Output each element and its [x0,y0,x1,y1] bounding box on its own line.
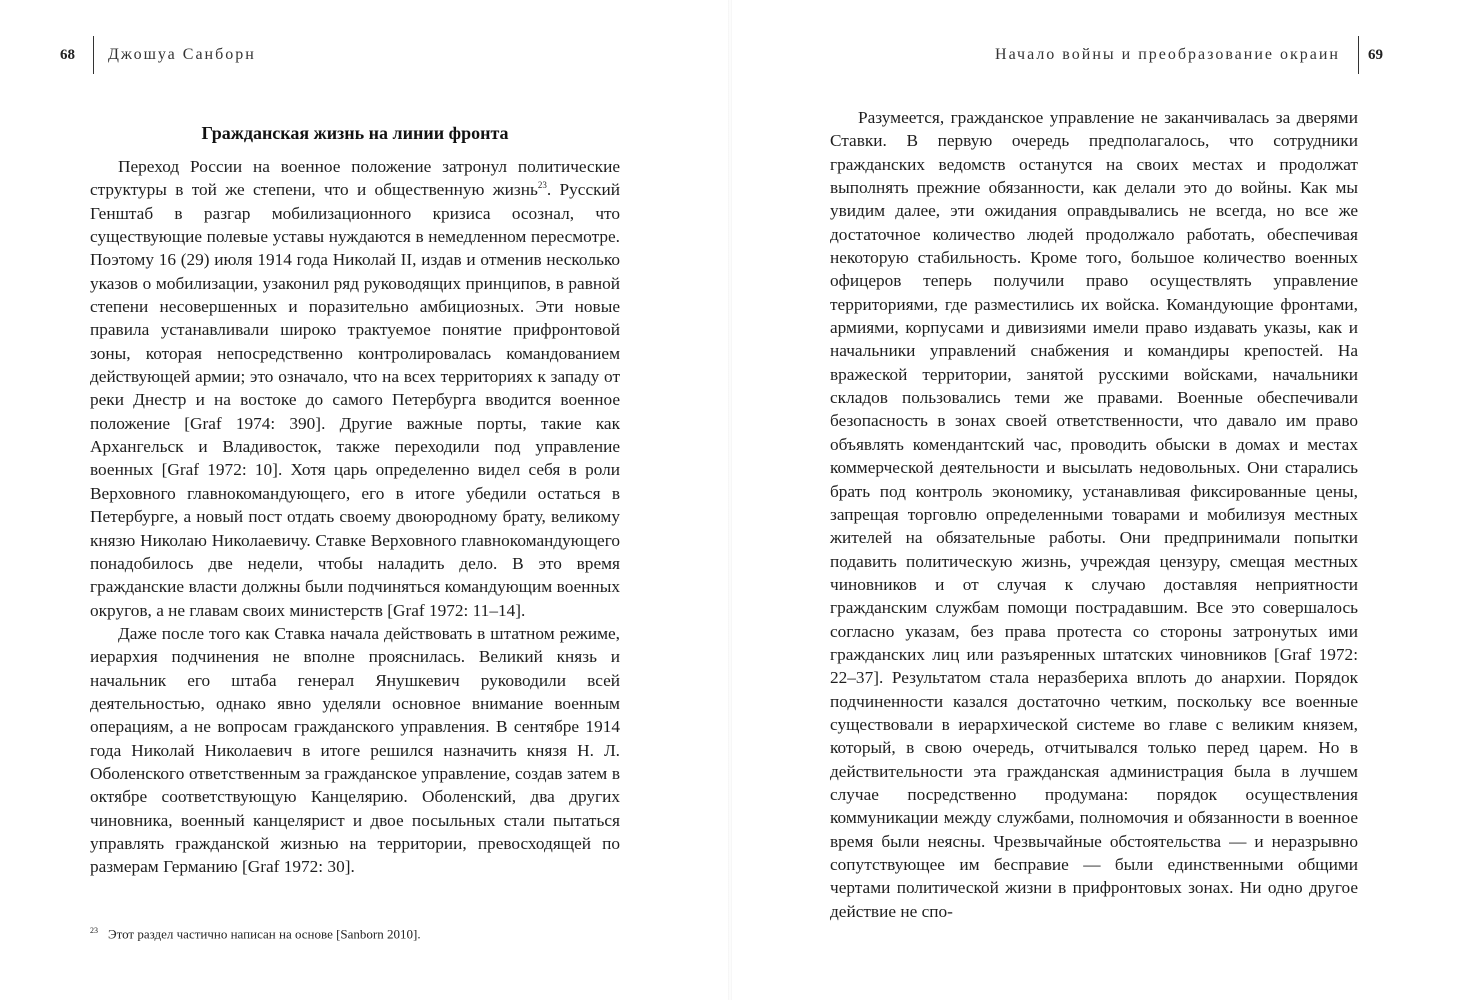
paragraph: Разумеется, гражданское управление не заканчивалась за дверями Ставки. В первую очередь предполагалось, что сотрудники гражданских ведомств останутся на своих местах и продолжат выполнять прежние обязанности, как делали это до войны. Как мы увидим далее, эти ожидания оправдывались не всегда, но все же достаточное количество людей продолжало работать, обеспечивая некоторую стабильность. Кроме того, большое количество военных офицеров теперь получили право осуществлять управление территориями, где разместились их войска. Командующие фронтами, армиями, корпусами и дивизиями имели право издавать указы, как и начальники управлений снабжения и командиры крепостей. На вражеской территории, занятой русскими войсками, начальники складов пользовались теми же правами. Военные обеспечивали безопасность в зонах своей ответственности, что давало им право объявлять комендантский час, проводить обыски в домах и местах коммерческой деятельности и высылать недовольных. Они старались брать под контроль экономику, устанавливая фиксированные цены, запрещая торговлю определенными товарами и мобилизуя местных жителей на обязательные работы. Они предпринимали попытки подавить политическую жизнь, учреждая цензуру, смещая местных чиновников и от случая к случаю доставляя неприятности гражданским службам помощи пострадавшим. Все это совершалось согласно указам, без права протеста со стороны затронутых ими гражданских лиц или разъяренных штатских чиновников [Graf 1972: 22–37]. Результатом стала неразбериха вплоть до анархии. Порядок подчиненности казался достаточно четким, поскольку все военные существовали в иерархической системе во главе с великим князем, который, в свою очередь, отчитывался только перед царем. Но в действительности эта гражданская администрация была в лучшем случае посредственно продумана: порядок осуществления коммуникации между службами, полномочия и обязанности в военное время были неясны. Чрезвычайные обстоятельства — и неразрывно сопутствующее им бесправие — были единственными общими чертами политической жизни в прифронтовых зонах. Ни одно другое действие не спо- [830,108,1358,921]
paragraph-text: . Русский Генштаб в разгар мобилизационного кризиса осознал, что существующие полевые уставы нуждаются в немедленном пересмотре. Поэтому 16 (29) июля 1914 года Николай II, издав и отменив несколько указов о мобилизации, узаконил ряд руководящих принципов, в равной степени несовершенных и поразительно амбициозных. Эти новые правила устанавливали широко трактуемое понятие прифронтовой зоны, которая непосредственно контролировалась командованием действующей армии; это означало, что на всех территориях к западу от реки Днестр и на востоке до самого Петербурга вводится военное положение [Graf 1974: 390]. Другие важные порты, такие как Архангельск и Владивосток, также переходили под управление военных [Graf 1972: 10]. Хотя царь определенно видел себя в роли Верховного главнокомандующего, его в итоге убедили остаться в Петербурге, а новый пост отдать своему двоюродному брату, великому князю Николаю Николаевичу. Ставке Верховного главнокомандующего понадобилось две недели, чтобы наладить дело. В это время гражданские власти должны были подчиняться командующим военных округов, а не главам своих министерств [Graf 1972: 11–14]. [90,180,621,620]
paragraph-text: Переход России на военное положение затронул политические структуры в той же степени, что и общественную жизнь [90,157,620,200]
footnote-text: Этот раздел частично написан на основе [Sanborn 2010]. [108,926,421,942]
section-heading: Гражданская жизнь на линии фронта [201,122,509,143]
page-number-left: 68 [60,47,75,63]
running-head-right: Начало войны и преобразование окраин [995,46,1340,63]
footnote-mark: 23 [90,926,98,935]
right-page-body [830,106,1358,923]
right-page [730,0,1460,1000]
running-head-rule-right [1358,36,1359,74]
left-page-body [90,155,620,879]
paragraph [90,155,620,622]
running-head-left: Джошуа Санборн [108,46,256,63]
footnote [90,926,610,942]
running-head-rule-left [93,36,94,74]
paragraph: Даже после того как Ставка начала действовать в штатном режиме, иерархия подчинения не вполне прояснилась. Великий князь и начальник его штаба генерал Янушкевич руководили всей деятельностью, однако явно уделяли основное внимание военным операциям, а не вопросам гражданского управления. В сентябре 1914 года Николай Николаевич в итоге решился назначить князя Н. Л. Оболенского ответственным за гражданское управление, создав затем в октябре соответствующую Канцелярию. Оболенский, два других чиновника, военный канцелярист и двое посыльных стали пытаться управлять гражданской жизнью на территории, превосходящей по размерам Германию [Graf 1972: 30]. [90,623,620,877]
footnote-reference: 23 [537,180,547,191]
page-number-right: 69 [1368,47,1383,63]
